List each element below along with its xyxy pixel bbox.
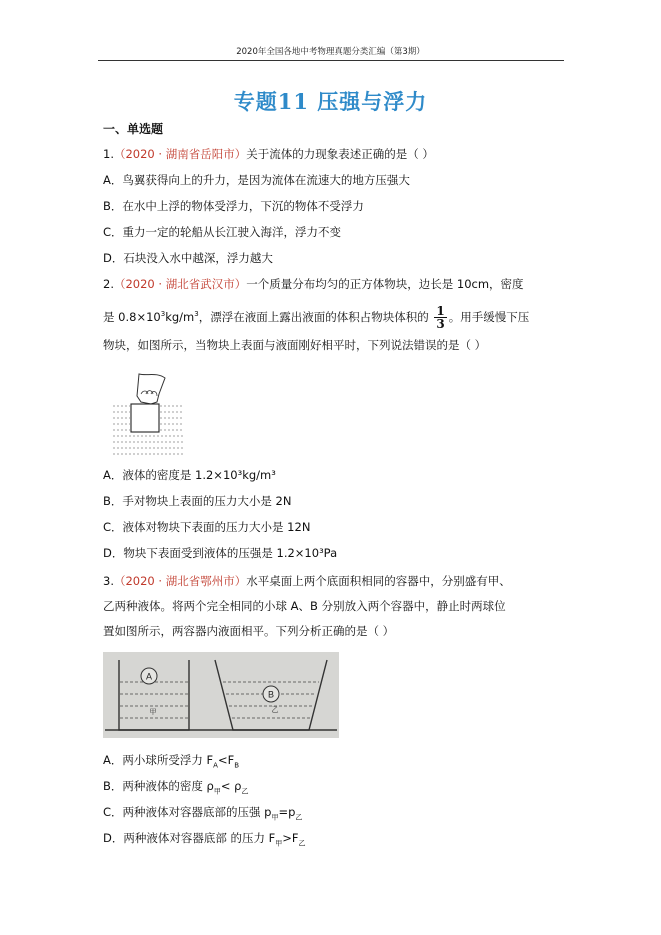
q3-option-d-text: D．两种液体对容器底部 的压力 F	[103, 831, 276, 845]
section-heading: 一、单选题	[103, 122, 164, 136]
q2-stem-line1	[103, 276, 524, 292]
q1-stem	[103, 146, 434, 162]
q3-stem-line2: 乙两种液体。将两个完全相同的小球 A、B 分别放入两个容器中，静止时两球位	[103, 599, 506, 613]
q3-option-b-text: B．两种液体的密度 ρ	[103, 779, 214, 793]
q3-stem-line3: 置如图所示，两容器内液面相平。下列分析正确的是（ ）	[103, 624, 395, 638]
q3-a-sub2: B	[234, 761, 240, 770]
ball-b-label: B	[267, 689, 275, 700]
q3-option-a	[103, 752, 239, 773]
q2-text-2a: 是 0.8×10	[103, 309, 161, 324]
q2-fraction	[434, 305, 446, 330]
cube-block	[131, 404, 159, 432]
q1-option-a: A．鸟翼获得向上的升力，是因为流体在流速大的地方压强大	[103, 173, 410, 187]
page-header: 2020年全国各地中考物理真题分类汇编（第3期）	[236, 47, 425, 57]
q3-option-d	[103, 830, 306, 851]
q3-b-rel: < ρ	[220, 779, 242, 793]
q2-figure-hand-pressing-block	[113, 372, 183, 457]
q3-number: 3.	[103, 574, 114, 588]
q3-b-sub2: 乙	[241, 787, 249, 796]
page-title: 专题11 压强与浮力	[233, 89, 428, 114]
q3-d-sub2: 乙	[298, 839, 306, 848]
q2-fraction-numerator: 1	[436, 303, 445, 318]
q3-d-sub1: 甲	[275, 839, 283, 848]
q2-exp2: 3	[194, 310, 199, 318]
q2-text-2b: kg/m	[165, 309, 195, 324]
q3-figure-two-containers	[103, 652, 339, 738]
q1-option-b: B．在水中上浮的物体受浮力，下沉的物体不受浮力	[103, 199, 364, 213]
q2-number: 2.	[103, 277, 114, 291]
q3-option-b	[103, 778, 248, 799]
q3-a-sub1: A	[213, 761, 218, 770]
header-rule	[98, 60, 564, 61]
q2-exp: 3	[160, 310, 166, 318]
q3-option-a-text: A．两小球所受浮力 F	[103, 753, 214, 767]
q2-fraction-denominator: 3	[436, 316, 445, 331]
liquid-jia-label: 甲	[149, 708, 157, 716]
q2-stem-line3: 物块，如图所示，当物块上表面与液面刚好相平时，下列说法错误的是（ ）	[103, 338, 487, 352]
q3-b-sub1: 甲	[213, 787, 221, 796]
q3-stem-line1	[103, 573, 511, 589]
q2-option-a: A．液体的密度是 1.2×10³kg/m³	[103, 468, 276, 482]
q1-text: 关于流体的力现象表述正确的是（ ）	[246, 147, 434, 161]
liquid-yi-label: 乙	[271, 706, 279, 714]
q2-stem-line2	[103, 300, 529, 331]
q1-source: （2020 · 湖南省岳阳市）	[113, 147, 247, 161]
q2-option-b: B．手对物块上表面的压力大小是 2N	[103, 494, 292, 508]
q2-text-2c: ，漂浮在液面上露出液面的体积占物块体积的	[198, 309, 429, 324]
q3-c-sub2: 乙	[295, 813, 303, 822]
q3-option-c	[103, 804, 302, 825]
ball-a-label: A	[145, 671, 153, 682]
q2-option-d: D．物块下表面受到液体的压强是 1.2×10³Pa	[103, 546, 338, 560]
q3-text-1: 水平桌面上两个底面积相同的容器中，分别盛有甲、	[246, 574, 511, 588]
q3-a-rel: <F	[217, 753, 235, 767]
q3-option-c-text: C．两种液体对容器底部的压强 p	[103, 805, 272, 819]
hand-icon	[137, 374, 165, 404]
q1-option-d: D．石块没入水中越深，浮力越大	[103, 251, 273, 265]
q3-source: （2020 · 湖北省鄂州市）	[113, 574, 247, 588]
q3-d-rel: >F	[282, 831, 299, 845]
q2-text-1: 一个质量分布均匀的正方体物块，边长是 10cm，密度	[246, 277, 524, 291]
q1-option-c: C．重力一定的轮船从长江驶入海洋，浮力不变	[103, 225, 342, 239]
q1-number: 1.	[103, 147, 114, 161]
q2-option-c: C．液体对物块下表面的压力大小是 12N	[103, 520, 311, 534]
q2-text-2d: 。用手缓慢下压	[448, 309, 530, 324]
q3-c-sub1: 甲	[271, 813, 279, 822]
q2-source: （2020 · 湖北省武汉市）	[113, 277, 247, 291]
q3-c-rel: =p	[278, 805, 296, 819]
